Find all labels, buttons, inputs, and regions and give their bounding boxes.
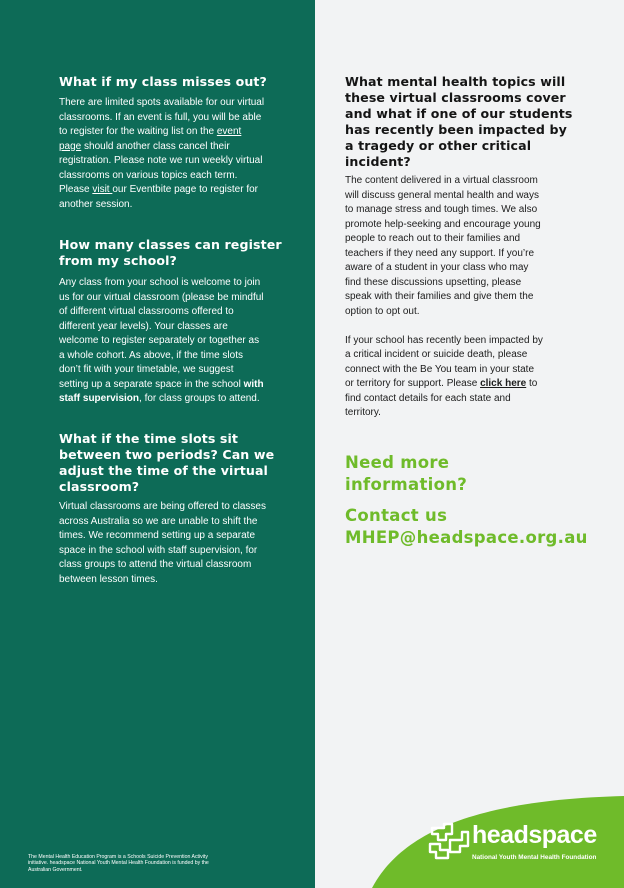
text-run: or territory for support. Please (345, 378, 481, 389)
text-run: to register for the waiting list on the (59, 126, 217, 137)
text-run: to manage stress and tough times. We also (345, 204, 538, 215)
text-run: will discuss general mental health and ways (345, 189, 539, 201)
text-run: should another class cancel their (81, 140, 230, 152)
text-run: speak with their families and give them the (345, 291, 534, 302)
headspace-wordmark: headspace (472, 821, 597, 849)
text-run: between lesson times. (59, 573, 158, 585)
text-run: Virtual classrooms are being offered to classes (59, 501, 266, 512)
text-run: welcome to register separately or together as (59, 335, 260, 346)
text-run: with (243, 378, 264, 390)
text-run: territory. (345, 407, 381, 418)
inline-link[interactable]: page (59, 140, 82, 152)
text-run: Any class from your school is welcome to join (59, 277, 261, 288)
text-run: setting up a separate space in the school (59, 378, 244, 390)
text-run: times. We recommend setting up a separate (59, 530, 256, 541)
text-run: us for our virtual classroom (please be mindful (59, 291, 264, 303)
inline-link[interactable]: click here (480, 378, 527, 389)
text-run: aware of a student in your class who may (345, 262, 529, 273)
text-run: people to reach out to their families and (345, 233, 521, 244)
contact-label: Contact us (345, 506, 448, 525)
text-run: different year levels). Your classes are (59, 320, 228, 332)
text-run: to (526, 378, 538, 389)
text-run: Please (59, 184, 93, 195)
contact-email-link[interactable]: MHEP@headspace.org.au (345, 528, 588, 547)
headspace-tagline: National Youth Mental Health Foundation (472, 854, 597, 861)
text-run: There are limited spots available for our virtual (59, 97, 265, 108)
cta-line: information? (345, 475, 468, 494)
text-run: find these discussions upsetting, please (345, 276, 522, 288)
inline-link[interactable]: event (216, 126, 242, 137)
text-run: don’t fit with your timetable, we suggest (59, 364, 234, 375)
text-run: space in the school with staff supervision, for (59, 544, 258, 556)
text-run: class groups to attend the virtual classroom (59, 559, 252, 570)
text-run: staff supervision (59, 393, 140, 404)
faq-heading: What if the time slots sit between two periods? Can we adjust the time of the virtual classroom? (59, 431, 275, 494)
text-run: across Australia so we are unable to shift the (59, 515, 258, 527)
text-run: our Eventbite page to register for (112, 184, 258, 195)
text-run: option to opt out. (345, 305, 420, 317)
text-run: a critical incident or suicide death, please (345, 349, 528, 360)
cta-line: Need more (345, 453, 450, 472)
funding-footnote: The Mental Health Education Program is a Schools Suicide Prevention Activity initiative. headspace National Youth Mental Health Foundation is funded by the Australian Government. (28, 854, 209, 873)
inline-link[interactable]: visit (92, 184, 113, 195)
text-run: classrooms. If an event is full, you will be able (59, 111, 262, 123)
text-run: If your school has recently been impacted by (345, 334, 543, 346)
text-run: promote help-seeking and encourage young (345, 218, 541, 230)
text-run: classrooms on various topics each term. (59, 169, 238, 181)
text-run: connect with the Be You team in your state (345, 363, 535, 375)
text-run: find contact details for each state and (345, 392, 511, 404)
faq-heading: What mental health topics will these virtual classrooms cover and what if one of our students has recently been impacted by a tragedy or other critical incident? (345, 74, 573, 169)
text-run: another session. (59, 198, 133, 210)
faq-heading: What if my class misses out? (59, 74, 267, 89)
text-run: of different virtual classrooms offered to (59, 306, 234, 317)
faq-heading: How many classes can register from my school? (59, 237, 282, 268)
text-run: The content delivered in a virtual classroom (345, 175, 538, 186)
text-run: a whole cohort. As above, if the time slots (59, 349, 243, 361)
text-run: registration. Please note we run weekly virtual (59, 155, 263, 166)
text-run: , for class groups to attend. (139, 393, 260, 404)
text-run: teachers if they need any support. If you’re (345, 247, 534, 259)
